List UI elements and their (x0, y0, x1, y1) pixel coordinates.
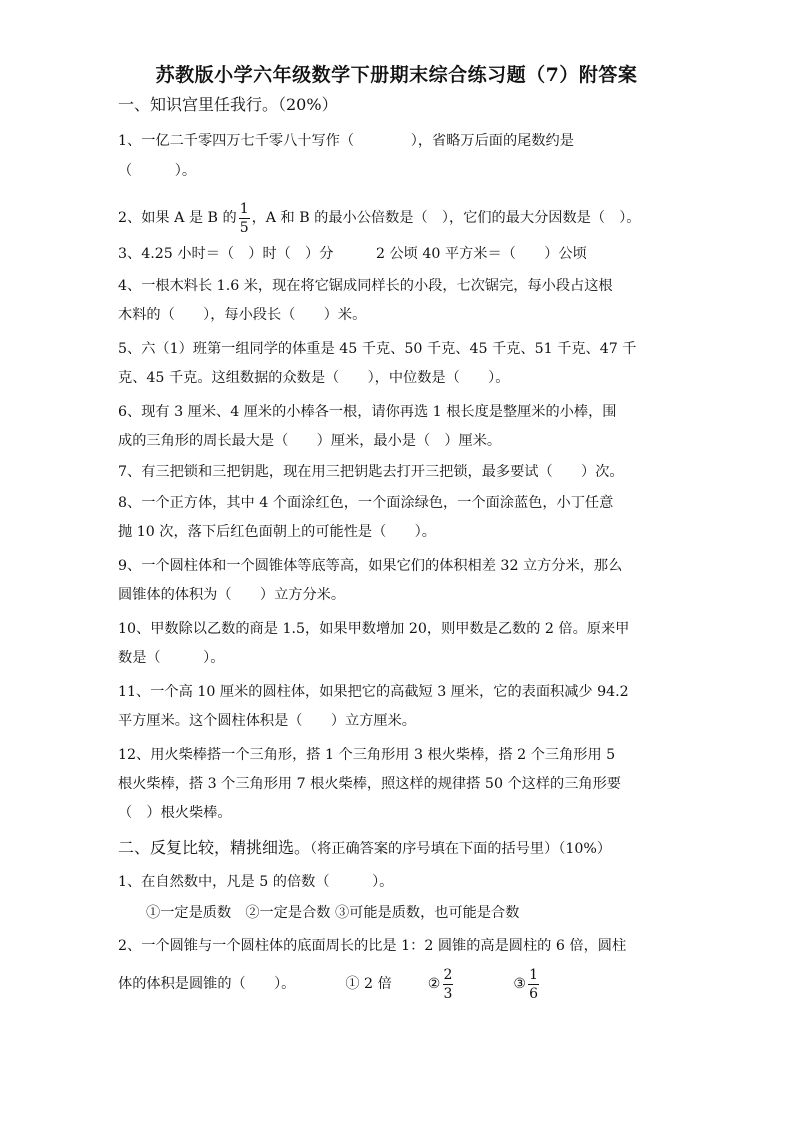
question-1-line-1: 1、一亿二千零四万七千零八十写作（ ），省略万后面的尾数约是 (118, 133, 574, 149)
question-6-line-1: 6、现有 3 厘米、4 厘米的小棒各一根，请你再选 1 根长度是整厘米的小棒，围 (118, 404, 617, 420)
question-12-line-1: 12、用火柴棒搭一个三角形，搭 1 个三角形用 3 根火柴棒，搭 2 个三角形用 5 (118, 747, 616, 763)
choice-question-2-line-2 (118, 966, 541, 1002)
question-8-line-2: 抛 10 次，落下后红色面朝上的可能性是（ ）。 (118, 524, 436, 540)
question-6-line-2: 成的三角形的周长最大是（ ）厘米，最小是（ ）厘米。 (118, 433, 502, 449)
choice-option-3-marker: ③ (513, 976, 527, 992)
question-10-line-1: 10、甲数除以乙数的商是 1.5，如果甲数增加 20，则甲数是乙数的 2 倍。原来甲 (118, 621, 630, 637)
fraction-numerator: 1 (529, 966, 539, 983)
section-1-heading: 一、知识宫里任我行。（20%） (118, 95, 338, 114)
question-10-line-2: 数是（ ）。 (118, 650, 225, 666)
section-2-heading (118, 838, 611, 859)
choice-question-1-options: ①一定是质数 ②一定是合数 ③可能是质数，也可能是合数 (146, 905, 520, 921)
question-8-line-1: 8、一个正方体，其中 4 个面涂红色，一个面涂绿色，一个面涂蓝色，小丁任意 (118, 495, 614, 511)
fraction-numerator: 2 (443, 966, 453, 983)
question-9-line-1: 9、一个圆柱体和一个圆锥体等底等高，如果它们的体积相差 32 立方分米，那么 (118, 558, 623, 574)
fraction-denominator: 5 (239, 219, 249, 236)
question-5-line-2: 克、45 千克。这组数据的众数是（ ），中位数是（ ）。 (118, 370, 510, 386)
question-1-line-2: （ ）。 (118, 163, 197, 179)
choice-question-2-stem: 体的体积是圆锥的（ ）。 (118, 976, 296, 992)
question-4-line-2: 木料的（ ），每小段长（ ）米。 (118, 307, 367, 323)
question-11-line-2: 平方厘米。这个圆柱体积是（ ）立方厘米。 (118, 713, 416, 729)
question-2-suffix: ，A 和 B 的最小公倍数是（ ），它们的最大分因数是（ ）。 (251, 210, 641, 226)
page-title: 苏教版小学六年级数学下册期末综合练习题（7）附答案 (155, 64, 638, 86)
fraction-one-fifth (239, 202, 250, 235)
question-3: 3、4.25 小时＝（ ）时（ ）分 2 公顷 40 平方米＝（ ）公顷 (118, 246, 587, 262)
fraction-two-thirds (443, 968, 454, 1001)
fraction-numerator: 1 (239, 200, 249, 217)
question-2-prefix: 2、如果 A 是 B 的 (118, 210, 237, 226)
fraction-denominator: 3 (443, 985, 453, 1002)
fraction-one-sixth (528, 968, 539, 1001)
question-4-line-1: 4、一根木料长 1.6 米，现在将它锯成同样长的小段，七次锯完，每小段占这根 (118, 278, 613, 294)
section-2-note: （将正确答案的序号填在下面的括号里）（10%） (310, 841, 612, 857)
choice-question-1: 1、在自然数中，凡是 5 的倍数（ ）。 (118, 874, 394, 890)
question-12-line-2: 根火柴棒，搭 3 个三角形用 7 根火柴棒，照这样的规律搭 50 个这样的三角形要 (118, 776, 621, 792)
question-2 (118, 200, 641, 236)
section-2-title: 二、反复比较，精挑细选。 (118, 838, 311, 857)
question-7: 7、有三把锁和三把钥匙，现在用三把钥匙去打开三把锁，最多要试（ ）次。 (118, 464, 624, 480)
choice-option-2-marker: ② (427, 976, 441, 992)
fraction-denominator: 6 (529, 985, 539, 1002)
question-12-line-3: （ ）根火柴棒。 (118, 805, 232, 821)
choice-question-2-line-1: 2、一个圆锥与一个圆柱体的底面周长的比是 1：2 圆锥的高是圆柱的 6 倍，圆柱 (118, 938, 627, 954)
question-9-line-2: 圆锥体的体积为（ ）立方分米。 (118, 587, 346, 603)
choice-option-1: ① 2 倍 (345, 976, 392, 992)
question-5-line-1: 5、六（1）班第一组同学的体重是 45 千克、50 千克、45 千克、51 千克、47 千 (118, 341, 637, 357)
question-11-line-1: 11、一个高 10 厘米的圆柱体，如果把它的高截短 3 厘米，它的表面积减少 94.2 (118, 684, 629, 700)
